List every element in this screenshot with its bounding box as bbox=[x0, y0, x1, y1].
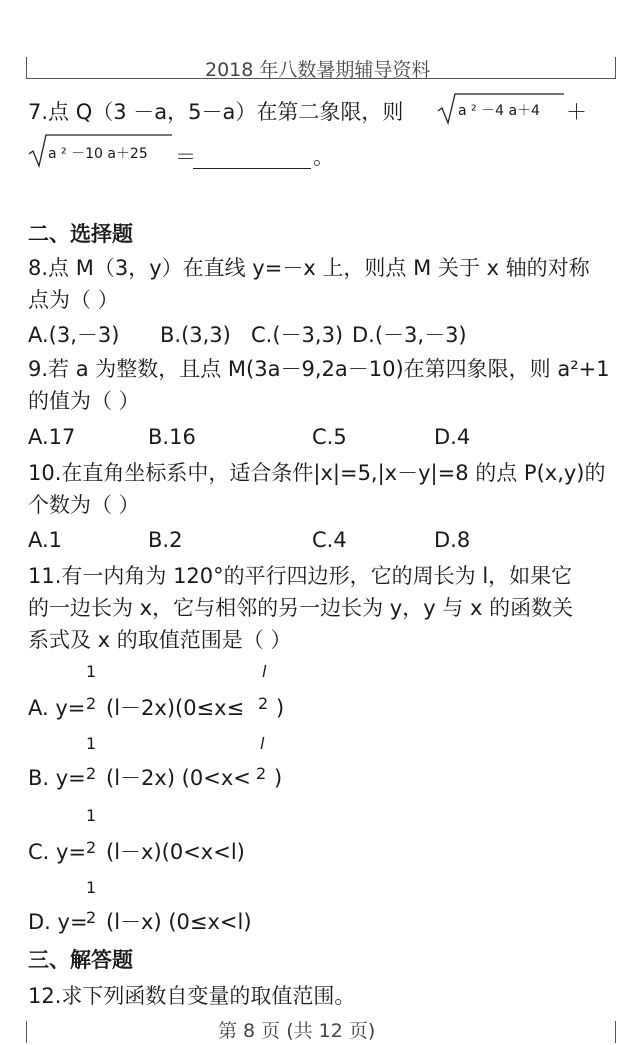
q11-option-a-close: ) bbox=[276, 696, 285, 720]
q11-option-a-frac2-num: l bbox=[262, 662, 267, 681]
q11-option-b-close: ) bbox=[274, 766, 283, 790]
q7-line1: 7.点 Q（3 －a，5－a）在第二象限，则 bbox=[28, 100, 404, 124]
q11-option-a-frac-den: 2 bbox=[86, 694, 97, 713]
section-2-title: 二、选择题 bbox=[28, 222, 133, 246]
q9-option-a: A.17 bbox=[28, 425, 76, 449]
q11-line2: 的一边长为 x，它与相邻的另一边长为 y，y 与 x 的函数关 bbox=[28, 596, 574, 620]
answer-blank[interactable] bbox=[193, 148, 311, 169]
q11-option-d-frac-den: 2 bbox=[86, 908, 97, 927]
q8-option-b: B.(3,3) bbox=[160, 323, 231, 347]
q11-option-d-prefix: D. y= bbox=[28, 910, 88, 934]
q8-option-a: A.(3,－3) bbox=[28, 323, 120, 347]
q10-option-c: C.4 bbox=[312, 528, 347, 552]
q11-option-b-body: (l－2x) (0<x< bbox=[106, 766, 251, 790]
q10-option-b: B.2 bbox=[148, 528, 183, 552]
q7-equals: ＝ bbox=[175, 145, 196, 169]
header-right-tick bbox=[615, 57, 616, 79]
q8-option-c: C.(－3,3) bbox=[251, 323, 344, 347]
q11-option-c-frac-num: 1 bbox=[86, 806, 97, 825]
page-number: 第 8 页 (共 12 页) bbox=[218, 1020, 376, 1042]
q11-option-d-frac-num: 1 bbox=[86, 878, 97, 897]
q11-option-c-body: (l－x)(0<x<l) bbox=[106, 840, 245, 864]
q8-line1: 8.点 M（3，y）在直线 y=－x 上，则点 M 关于 x 轴的对称 bbox=[28, 256, 590, 280]
q11-option-a-frac2-den: 2 bbox=[258, 694, 269, 713]
q9-line1: 9.若 a 为整数，且点 M(3a－9,2a－10)在第四象限，则 a²+1 bbox=[28, 357, 610, 381]
q7-period: 。 bbox=[313, 145, 334, 169]
footer-left-tick bbox=[26, 1021, 27, 1043]
q11-option-d-body: (l－x) (0≤x<l) bbox=[106, 910, 252, 934]
q11-line3: 系式及 x 的取值范围是（ ） bbox=[28, 628, 292, 652]
footer-right-tick bbox=[615, 1021, 616, 1043]
q10-line1: 10.在直角坐标系中，适合条件|x|=5,|x－y|=8 的点 P(x,y)的 bbox=[28, 461, 606, 485]
q11-option-a-prefix: A. y= bbox=[28, 696, 86, 720]
q11-option-b-frac-num: 1 bbox=[86, 734, 97, 753]
q11-line1: 11.有一内角为 120°的平行四边形，它的周长为 l，如果它 bbox=[28, 564, 573, 588]
q11-option-c-frac-den: 2 bbox=[86, 838, 97, 857]
q7-plus: ＋ bbox=[566, 100, 587, 124]
q11-option-b-prefix: B. y= bbox=[28, 766, 86, 790]
q11-option-b-frac2-num: l bbox=[260, 734, 265, 753]
q9-option-c: C.5 bbox=[312, 425, 347, 449]
q11-option-b-frac2-den: 2 bbox=[256, 764, 267, 783]
q11-option-a-body: (l－2x)(0≤x≤ bbox=[106, 696, 245, 720]
q10-line2: 个数为（ ） bbox=[28, 493, 140, 517]
q9-option-d: D.4 bbox=[434, 425, 471, 449]
q8-option-d: D.(－3,－3) bbox=[352, 323, 467, 347]
q10-option-a: A.1 bbox=[28, 528, 63, 552]
q11-option-a-frac-num: 1 bbox=[86, 662, 97, 681]
q12-line1: 12.求下列函数自变量的取值范围。 bbox=[28, 984, 356, 1008]
q11-option-b-frac-den: 2 bbox=[86, 764, 97, 783]
q8-line2: 点为（ ） bbox=[28, 288, 119, 312]
section-3-title: 三、解答题 bbox=[28, 948, 133, 972]
header-left-tick bbox=[26, 57, 27, 79]
header-title: 2018 年八数暑期辅导资料 bbox=[205, 59, 431, 81]
q7-radicand-1: a ² －4 a＋4 bbox=[458, 103, 540, 119]
q11-option-c-prefix: C. y= bbox=[28, 840, 87, 864]
q9-line2: 的值为（ ） bbox=[28, 389, 140, 413]
q9-option-b: B.16 bbox=[148, 425, 196, 449]
q7-radicand-2: a ² －10 a＋25 bbox=[48, 146, 148, 162]
q10-option-d: D.8 bbox=[434, 528, 471, 552]
